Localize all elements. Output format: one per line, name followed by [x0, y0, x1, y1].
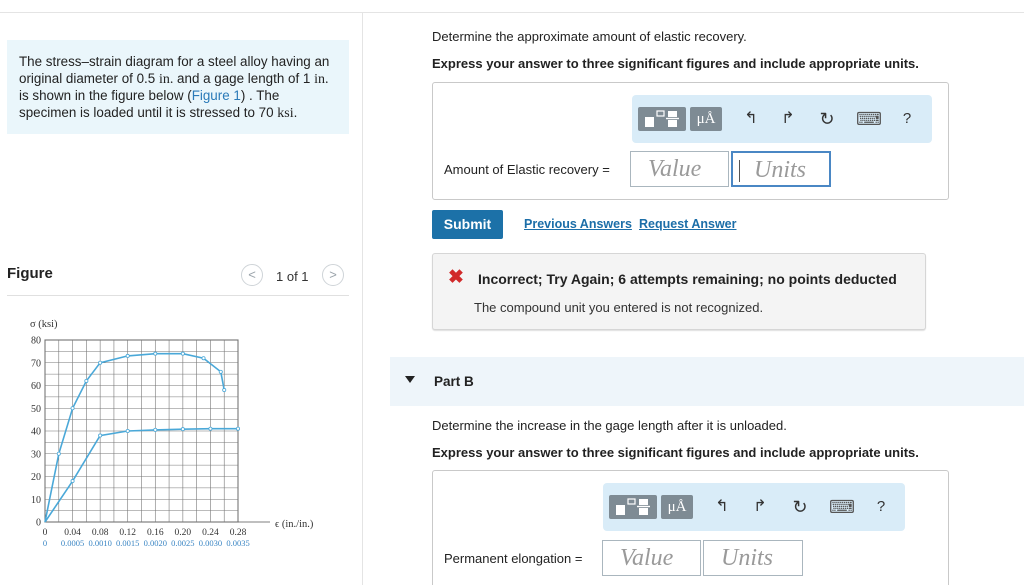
- data-point: [209, 427, 212, 430]
- x-bottom-tick-label: 0.0030: [198, 538, 223, 548]
- micro-angstrom-icon: μÅ: [667, 499, 687, 515]
- y-tick-label: 10: [31, 494, 41, 506]
- redo-button[interactable]: [749, 495, 771, 519]
- x-axis-label: ϵ (in./in.): [275, 519, 314, 530]
- fraction-template-icon: [638, 107, 686, 131]
- redo-icon: ↱: [753, 498, 767, 515]
- y-tick-label: 30: [31, 449, 41, 461]
- data-point: [223, 388, 226, 391]
- undo-icon: ↰: [744, 110, 758, 127]
- problem-line-3: [19, 88, 339, 105]
- part-b-prompt: Determine the increase in the gage length after it is unloaded.: [432, 418, 787, 433]
- previous-figure-button[interactable]: [241, 264, 263, 286]
- data-point: [181, 428, 184, 431]
- unit-text: in.: [158, 71, 174, 87]
- problem-text: is shown in the figure below (: [19, 88, 192, 103]
- y-axis-label: σ (ksi): [30, 319, 58, 330]
- figure-header: [7, 264, 349, 296]
- x-top-tick-label: 0.12: [119, 528, 137, 538]
- problem-line-2: [19, 71, 339, 89]
- part-b-instruction: Express your answer to three significant figures and include appropriate units.: [432, 445, 919, 460]
- data-point: [126, 429, 129, 432]
- part-b-units-input[interactable]: [703, 540, 803, 576]
- x-bottom-tick-label: 0.0015: [116, 538, 140, 548]
- part-a-answer-label: Amount of Elastic recovery =: [444, 162, 610, 177]
- chart-grid: [45, 340, 270, 522]
- part-a-toolbar: [632, 95, 932, 143]
- keyboard-icon: ⌨: [856, 109, 882, 129]
- caret-down-icon: [405, 376, 415, 383]
- x-top-tick-label: 0.28: [229, 528, 247, 538]
- incorrect-icon: ✖: [448, 267, 464, 288]
- y-tick-label: 0: [36, 517, 41, 529]
- y-tick-label: 60: [31, 381, 41, 392]
- part-b-answer-box: [432, 470, 949, 585]
- data-point: [99, 361, 102, 364]
- part-b-header[interactable]: [390, 357, 1024, 406]
- feedback-title: Incorrect; Try Again; 6 attempts remaining; no points deducted: [478, 271, 897, 287]
- y-tick-label: 20: [31, 472, 41, 483]
- redo-icon: ↱: [781, 110, 795, 127]
- reset-icon: ↻: [819, 109, 835, 129]
- x-top-tick-label: 0.04: [64, 528, 81, 538]
- keyboard-button[interactable]: [829, 495, 855, 519]
- part-b-label: Part B: [434, 374, 474, 389]
- keyboard-icon: ⌨: [829, 497, 855, 517]
- chart-points: [57, 352, 239, 483]
- figure-pager-count: 1 of 1: [276, 269, 309, 284]
- help-icon: ?: [902, 110, 912, 127]
- request-answer-link[interactable]: Request Answer: [639, 217, 737, 231]
- units-button[interactable]: [690, 107, 722, 131]
- submit-button[interactable]: Submit: [432, 210, 503, 239]
- pane-divider: [362, 12, 363, 585]
- chart-y-ticks: [31, 336, 41, 529]
- figure-link[interactable]: Figure 1: [191, 88, 241, 103]
- undo-button[interactable]: [740, 107, 762, 131]
- units-placeholder: Units: [754, 157, 807, 183]
- x-bottom-tick-label: 0.0005: [60, 538, 85, 548]
- x-bottom-tick-label: 0: [42, 538, 48, 548]
- chevron-right-icon: >: [329, 267, 337, 282]
- help-button[interactable]: [871, 495, 891, 519]
- data-point: [236, 427, 239, 430]
- part-a-units-input[interactable]: [731, 151, 831, 187]
- problem-text: The stress–strain diagram for a steel alloy having an: [19, 54, 330, 69]
- stress-strain-chart: [0, 300, 360, 550]
- part-b-toolbar: [603, 483, 905, 531]
- chart-x-ticks-top: [43, 528, 247, 538]
- problem-line-4: [19, 105, 339, 123]
- chevron-left-icon: <: [248, 267, 256, 282]
- data-point: [126, 354, 129, 357]
- problem-statement: [7, 40, 349, 134]
- units-button[interactable]: [661, 495, 693, 519]
- text-caret: [739, 160, 740, 182]
- data-point: [85, 379, 88, 382]
- data-point: [181, 352, 184, 355]
- feedback-message: The compound unit you entered is not recognized.: [474, 300, 764, 315]
- problem-text: specimen is loaded until it is stressed to 70: [19, 104, 278, 120]
- value-placeholder: Value: [648, 156, 702, 182]
- y-tick-label: 70: [31, 358, 41, 370]
- x-top-tick-label: 0.08: [91, 528, 109, 538]
- figure-title: Figure: [7, 265, 53, 282]
- templates-button[interactable]: [609, 495, 657, 519]
- problem-line-1: [19, 54, 339, 71]
- undo-button[interactable]: [711, 495, 733, 519]
- feedback-panel: [432, 253, 926, 330]
- part-a-answer-box: [432, 82, 949, 200]
- x-bottom-tick-label: 0.0035: [226, 538, 250, 548]
- x-top-tick-label: 0.24: [202, 528, 219, 538]
- part-a-instruction: Express your answer to three significant figures and include appropriate units.: [432, 56, 919, 71]
- problem-text: original diameter of 0.5: [19, 70, 159, 86]
- previous-answers-link[interactable]: Previous Answers: [524, 217, 632, 231]
- part-b-value-input[interactable]: [602, 540, 701, 576]
- y-tick-label: 50: [31, 403, 41, 415]
- x-bottom-tick-label: 0.0025: [171, 538, 195, 548]
- value-placeholder: Value: [620, 545, 674, 571]
- templates-button[interactable]: [638, 107, 686, 131]
- data-point: [99, 434, 102, 437]
- x-top-tick-label: 0.16: [146, 528, 164, 538]
- top-divider: [0, 12, 1024, 13]
- help-icon: ?: [876, 498, 886, 515]
- fraction-template-icon: [609, 495, 657, 519]
- data-point: [154, 352, 157, 355]
- unit-text: in.: [314, 71, 329, 87]
- data-point: [71, 407, 74, 410]
- undo-icon: ↰: [715, 498, 729, 515]
- redo-button[interactable]: [777, 107, 799, 131]
- x-top-tick-label: 0.20: [174, 528, 192, 538]
- y-tick-label: 80: [31, 335, 41, 347]
- reset-button[interactable]: [816, 107, 838, 131]
- data-point: [219, 370, 222, 373]
- data-point: [57, 452, 60, 455]
- problem-text: .: [293, 104, 298, 120]
- x-top-tick-label: 0: [42, 528, 48, 538]
- problem-text: and a gage length of 1: [173, 70, 315, 86]
- chart-x-ticks-bottom: [43, 538, 250, 548]
- help-button[interactable]: [897, 107, 917, 131]
- y-tick-label: 40: [31, 426, 41, 438]
- next-figure-button[interactable]: [322, 264, 344, 286]
- keyboard-button[interactable]: [856, 107, 882, 131]
- problem-text: ) . The: [240, 88, 280, 103]
- reset-icon: ↻: [792, 497, 808, 517]
- part-a-value-input[interactable]: [630, 151, 729, 187]
- data-point: [71, 479, 74, 482]
- part-a-prompt: Determine the approximate amount of elastic recovery.: [432, 29, 747, 44]
- micro-angstrom-icon: μÅ: [696, 111, 716, 127]
- unit-text: ksi: [277, 105, 294, 121]
- x-bottom-tick-label: 0.0020: [143, 538, 167, 548]
- units-placeholder: Units: [721, 545, 774, 571]
- data-point: [202, 357, 205, 360]
- x-bottom-tick-label: 0.0010: [88, 538, 112, 548]
- data-point: [154, 428, 157, 431]
- reset-button[interactable]: [789, 495, 811, 519]
- part-b-answer-label: Permanent elongation =: [444, 551, 583, 566]
- curve-series-1: [45, 354, 224, 522]
